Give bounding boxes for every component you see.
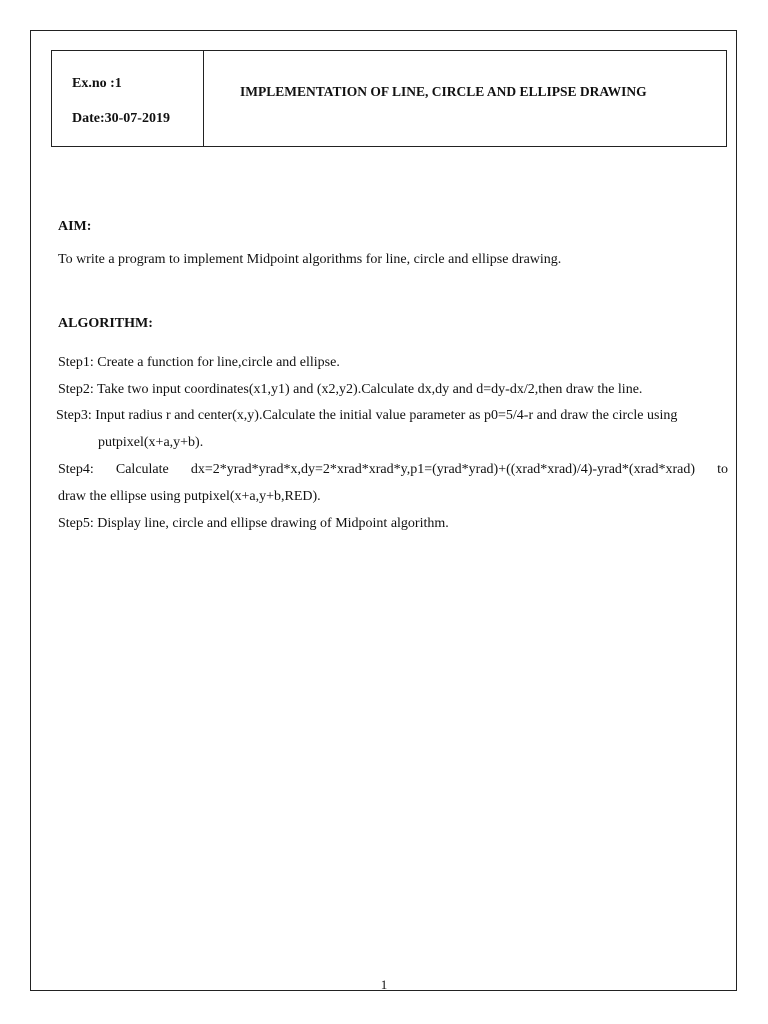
algorithm-step1: Step1: Create a function for line,circle and ellipse. (58, 355, 340, 370)
algorithm-step3-line2: putpixel(x+a,y+b). (98, 435, 204, 450)
algorithm-step4-line1: Step4: Calculate dx=2*yrad*yrad*x,dy=2*xrad*xrad*y,p1=(yrad*yrad)+((xrad*xrad)/4)-yrad*(xrad*xrad) to (58, 462, 728, 477)
header-right-cell (204, 51, 726, 146)
page-number: 1 (380, 977, 388, 992)
algorithm-heading: ALGORITHM: (58, 316, 153, 331)
algorithm-step2: Step2: Take two input coordinates(x1,y1) and (x2,y2).Calculate dx,dy and d=dy-dx/2,then draw the line. (58, 382, 643, 397)
aim-text: To write a program to implement Midpoint algorithms for line, circle and ellipse drawing. (58, 252, 562, 267)
algorithm-step3-line1: Step3: Input radius r and center(x,y).Calculate the initial value parameter as p0=5/4-r and draw the circle using (56, 408, 678, 423)
algorithm-step4-line2: draw the ellipse using putpixel(x+a,y+b,RED). (58, 489, 321, 504)
aim-heading: AIM: (58, 219, 92, 234)
header-table (51, 50, 727, 147)
algorithm-step5: Step5: Display line, circle and ellipse drawing of Midpoint algorithm. (58, 516, 449, 531)
page-border (30, 30, 737, 991)
exercise-number: Ex.no :1 (72, 76, 122, 91)
document-title: IMPLEMENTATION OF LINE, CIRCLE AND ELLIPSE DRAWING (240, 84, 647, 99)
header-left-cell (52, 51, 204, 146)
exercise-date: Date:30-07-2019 (72, 111, 170, 126)
